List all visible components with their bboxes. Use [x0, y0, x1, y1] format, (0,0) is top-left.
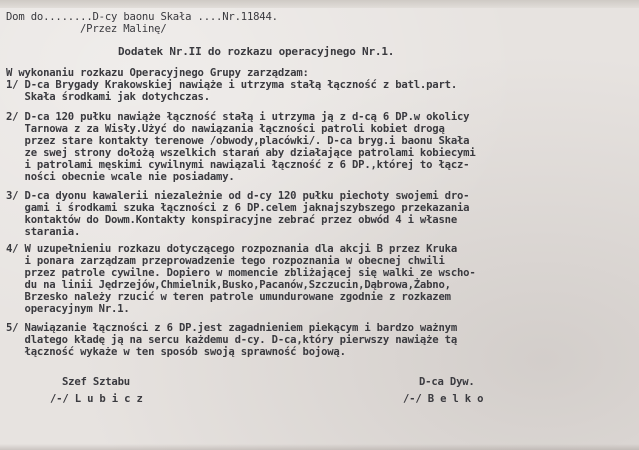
header-line: Dom do........D-cy baonu Skała ....Nr.11844. — [6, 11, 278, 23]
body-line: gami i środkami szuka łączności z 6 DP.celem jaknajszybszego przekazania — [6, 202, 470, 214]
body-line: 4/ W uzupełnieniu rozkazu dotyczącego rozpoznania dla akcji B przez Kruka — [6, 243, 457, 255]
body-line: Skała środkami jak dotychczas. — [6, 91, 210, 103]
paper-edge-shadow — [0, 444, 639, 450]
header-route: /Przez Malinę/ — [80, 23, 167, 35]
document-title: Dodatek Nr.II do rozkazu operacyjnego Nr.1. — [118, 45, 395, 58]
body-line: przez stare kontakty terenowe /obwody,placówki/. D-ca bryg.i baonu Skała — [6, 135, 470, 147]
body-line: operacyjnym Nr.1. — [6, 303, 130, 315]
body-line: Brzesko należy rzucić w teren patrole umundurowane zgodnie z rozkazem — [6, 291, 451, 303]
body-line: i patrolami męskimi cywilnymi nawiązali łączność z 6 DP.,której to łącz- — [6, 159, 470, 171]
body-line: 1/ D-ca Brygady Krakowskiej nawiąże i utrzyma stałą łączność z batl.part. — [6, 79, 457, 91]
signature-name: /-/ B e l k o — [403, 393, 484, 405]
body-line: 5/ Nawiązanie łączności z 6 DP.jest zagadnieniem piekącym i bardzo ważnym — [6, 322, 457, 334]
body-line: Tarnowa z za Wisły.Użyć do nawiązania łączności patroli kobiet drogą — [6, 123, 445, 135]
body-line: łączność wykaże w ten sposób swoją sprawność bojową. — [6, 346, 346, 358]
body-line: du na linii Jędrzejów,Chmielnik,Busko,Pacanów,Szczucin,Dąbrowa,Żabno, — [6, 279, 451, 291]
paper-fold-shadow — [0, 0, 639, 8]
body-line: starania. — [6, 226, 81, 238]
body-line: ze swej strony dołożą wszelkich starań aby działające patrolami kobiecymi — [6, 147, 476, 159]
signature-role: D-ca Dyw. — [419, 376, 475, 388]
signature-role: Szef Sztabu — [62, 376, 130, 388]
body-line: dlatego kładę ją na sercu każdemu d-cy. D-ca,który pierwszy nawiąże tą — [6, 334, 457, 346]
body-line: i ponara zarządzam przeprowadzenie tego rozpoznania w obecnej chwili — [6, 255, 445, 267]
body-line: ności obecnie wcale nie posiadamy. — [6, 171, 235, 183]
signature-name: /-/ L u b i c z — [50, 393, 143, 405]
body-line: kontaktów do Dowm.Kontakty konspiracyjne zebrać przez obwód 4 i własne — [6, 214, 457, 226]
body-line: przez patrole cywilne. Dopiero w momencie zbliżającej się walki ze wscho- — [6, 267, 476, 279]
body-line: 3/ D-ca dyonu kawalerii niezależnie od d-cy 120 pułku piechoty swojemi dro- — [6, 190, 470, 202]
body-line: 2/ D-ca 120 pułku nawiąże łączność stałą i utrzyma ją z d-cą 6 DP.w okolicy — [6, 111, 470, 123]
body-line: W wykonaniu rozkazu Operacyjnego Grupy zarządzam: — [6, 67, 309, 79]
